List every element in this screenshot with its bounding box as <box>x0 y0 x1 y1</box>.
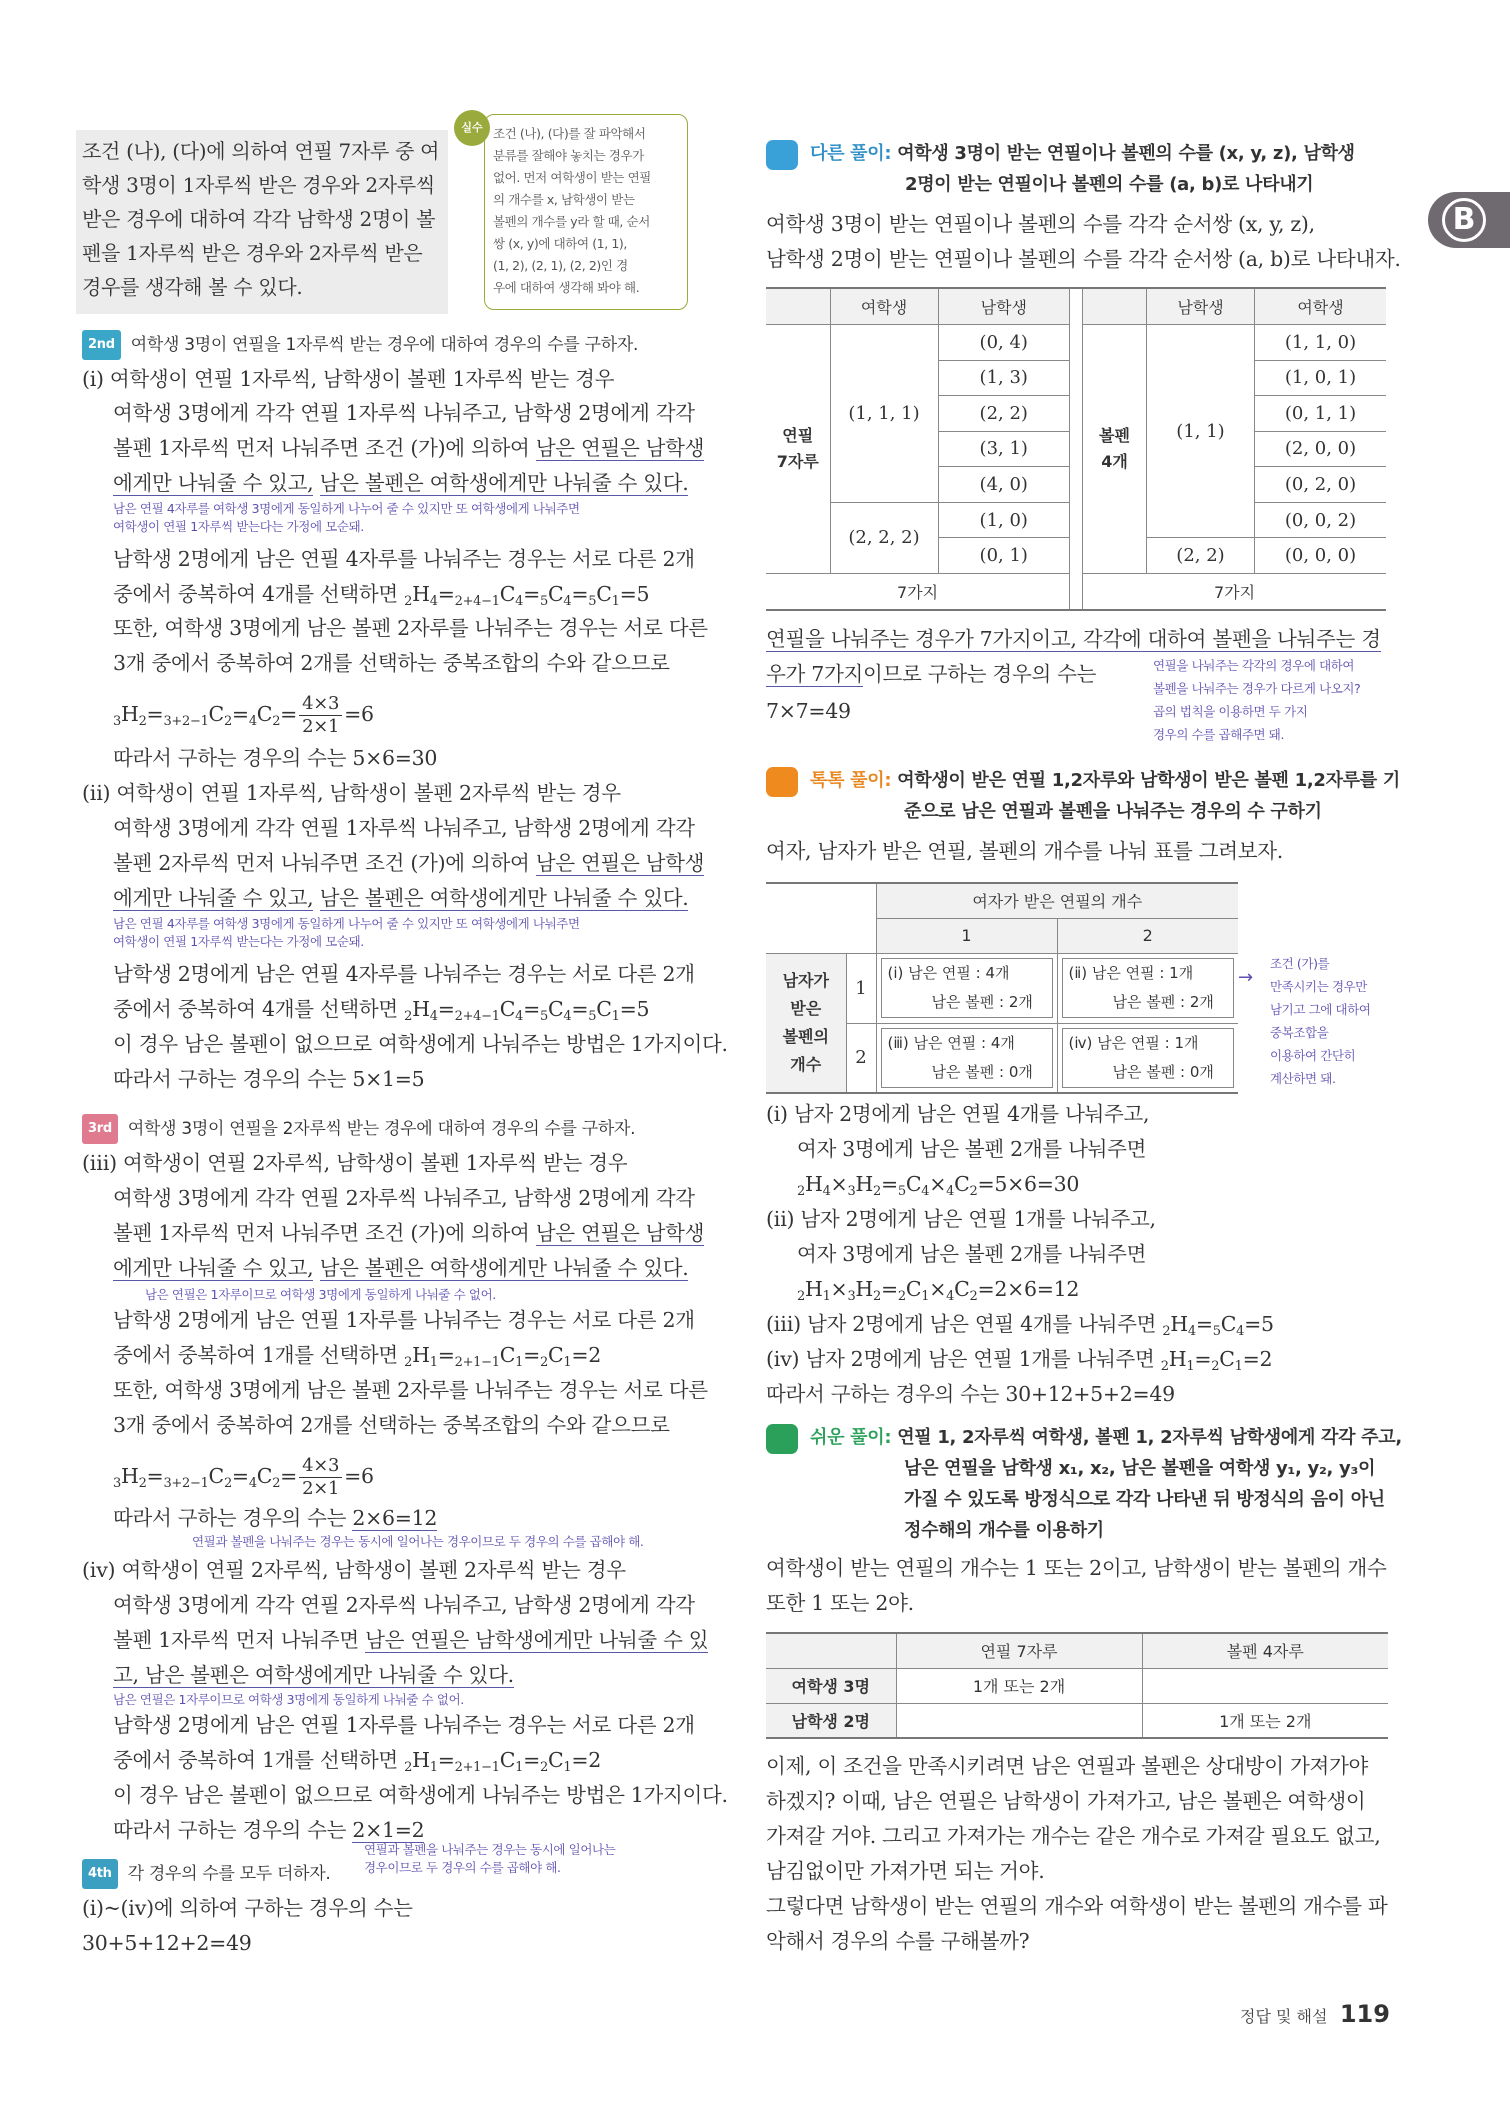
row-label: 남자가 <box>782 970 829 990</box>
cell-line: 남은 볼펜 : 2개 <box>1112 993 1214 1011</box>
text-line: 또한, 여학생 3명에게 남은 볼펜 2자루를 나눠주는 경우는 서로 다른 <box>113 1378 708 1402</box>
cell-line: 남은 볼펜 : 2개 <box>931 993 1033 1011</box>
table-cell: (2, 0, 0) <box>1255 431 1387 467</box>
annotation: 연필과 볼펜을 나눠주는 경우는 동시에 일어나는 <box>364 1842 616 1857</box>
table-cell: (3, 1) <box>938 431 1070 467</box>
col-header: 남학생 <box>938 289 1070 325</box>
intro-line: 학생 3명이 1자루씩 받은 경우와 2자루씩 <box>82 173 435 197</box>
col-header: 연필 7자루 <box>896 1633 1142 1668</box>
text-line: 남학생 2명에게 남은 연필 1자루를 나눠주는 경우는 서로 다른 2개 <box>113 1308 695 1332</box>
table-cell: (0, 1) <box>938 538 1070 574</box>
text-line: 따라서 구하는 경우의 수는 2×1=2 <box>113 1818 425 1842</box>
col-header: 여학생 <box>1255 289 1387 325</box>
row-header: 여학생 3명 <box>766 1668 896 1703</box>
step-tag: 4th <box>82 1859 118 1889</box>
case-2-title: (ⅱ) 여학생이 연필 1자루씩, 남학생이 볼펜 2자루씩 받는 경우 <box>82 781 621 805</box>
cell-line: 남은 볼펜 : 0개 <box>931 1062 1033 1081</box>
cell-line: (ⅳ) 남은 연필 : 1개 <box>1068 1033 1199 1052</box>
arrow-icon: → <box>1238 967 1254 988</box>
text-line: 3개 중에서 중복하여 2개를 선택하는 중복조합의 수와 같으므로 <box>113 1413 670 1437</box>
text-line: 여학생 3명에게 각각 연필 2자루씩 나눠주고, 남학생 2명에게 각각 <box>113 1593 695 1617</box>
table-cell: (1, 0) <box>938 502 1070 538</box>
answer-line: 7×7=49 <box>766 699 851 723</box>
intro-line: 경우를 생각해 볼 수 있다. <box>82 275 303 299</box>
table-cell: (1, 3) <box>938 360 1070 396</box>
table-top-header: 여자가 받은 연필의 개수 <box>876 883 1238 918</box>
annotation: 여학생이 연필 1자루씩 받는다는 가정에 모순돼. <box>113 934 364 949</box>
annotation: 남기고 그에 대하여 <box>1270 1002 1371 1017</box>
table-cell: (1, 1) <box>1147 325 1255 538</box>
annotation: 볼펜을 나눠주는 경우가 다르게 나오지? <box>1153 681 1361 696</box>
table-cell: (1, 1, 0) <box>1255 325 1387 361</box>
step-3-heading <box>82 1114 635 1144</box>
formula-line: $2H_1\times 3H_2=_2C_1\times_4C_2=2\times 6=12$ <box>797 1277 1080 1304</box>
text-line: 이제, 이 조건을 만족시키려면 남은 연필과 볼펜은 상대방이 가져가야 <box>766 1754 1369 1778</box>
table-cell: (2, 2) <box>938 396 1070 432</box>
table-cell: (4, 0) <box>938 467 1070 503</box>
row-label: 볼펜 <box>1099 425 1130 445</box>
text-line: 연필을 나눠주는 경우가 7가지이고, 각각에 대하여 볼펜을 나눠주는 경 <box>766 627 1381 651</box>
section-letter: B <box>1442 198 1486 242</box>
table-cell: 1개 또는 2개 <box>1142 1703 1388 1738</box>
intro-box <box>76 130 448 314</box>
tok-solution-heading-2: 준으로 남은 연필과 볼펜을 나눠주는 경우의 수 구하기 <box>904 801 1322 822</box>
text-line: 우가 7가지이므로 구하는 경우의 수는 <box>766 662 1097 686</box>
formula-line: $3H_2=_{3+2-1}C_2=_4C_2=$ $\frac{4\times 3}{2\times 1}$ =6 <box>113 693 374 737</box>
text-line: (ⅰ) 남자 2명에게 남은 연필 4개를 나눠주고, <box>766 1102 1150 1126</box>
row-label: 개수 <box>790 1054 822 1074</box>
row-header: 2 <box>846 1023 876 1093</box>
text-line: 에게만 나눠줄 수 있고, 남은 볼펜은 여학생에게만 나눠줄 수 있다. <box>113 471 689 495</box>
annotation: 경우의 수를 곱해주면 돼. <box>1153 727 1285 742</box>
annotation: 남은 연필 4자루를 여학생 3명에게 동일하게 나누어 줄 수 있지만 또 여학생에게 나눠주면 <box>113 916 580 931</box>
cell-line: (ⅰ) 남은 연필 : 4개 <box>887 964 1010 982</box>
text-line: 고, 남은 볼펜은 여학생에게만 나눠줄 수 있다. <box>113 1663 514 1687</box>
text-line: 남학생 2명이 받는 연필이나 볼펜의 수를 각각 순서쌍 (a, b)로 나타내자. <box>766 247 1401 271</box>
text-line: 볼펜 1자루씩 먼저 나눠주면 조건 (가)에 의하여 남은 연필은 남학생 <box>113 1221 705 1245</box>
step-title: 여학생 3명이 연필을 1자루씩 받는 경우에 대하여 경우의 수를 구하자. <box>130 335 639 355</box>
intro-line: 펜을 1자루씩 받은 경우와 2자루씩 받은 <box>82 241 423 265</box>
cell-line: 남은 볼펜 : 0개 <box>1112 1062 1214 1081</box>
text-line: 여학생 3명에게 각각 연필 2자루씩 나눠주고, 남학생 2명에게 각각 <box>113 1186 695 1210</box>
tip-line: 쌍 (x, y)에 대하여 (1, 1), <box>493 236 627 251</box>
text-line: 악해서 경우의 수를 구해볼까? <box>766 1929 1030 1953</box>
case-4-title: (ⅳ) 여학생이 연필 2자루씩, 남학생이 볼펜 2자루씩 받는 경우 <box>82 1558 626 1582</box>
cell-line: (ⅱ) 남은 연필 : 1개 <box>1068 964 1194 982</box>
annotation: 조건 (가)를 <box>1270 956 1330 971</box>
table-conditions <box>766 1632 1388 1739</box>
annotation: 경우이므로 두 경우의 수를 곱해야 해. <box>364 1860 561 1875</box>
formula-line: 중에서 중복하여 4개를 선택하면 $2H_4=_{2+4-1}C_4=_5C_4=_5C_1=5$ <box>113 582 650 609</box>
text-line: 이 경우 남은 볼펜이 없으므로 여학생에게 나눠주는 방법은 1가지이다. <box>113 1032 728 1056</box>
text-line: 여학생이 받는 연필의 개수는 1 또는 2이고, 남학생이 받는 볼펜의 개수 <box>766 1556 1387 1580</box>
text-line: 이 경우 남은 볼펜이 없으므로 여학생에게 나눠주는 방법은 1가지이다. <box>113 1783 728 1807</box>
text-line: 따라서 구하는 경우의 수는 5×1=5 <box>113 1067 425 1091</box>
tok-solution-heading: 톡톡 풀이: 여학생이 받은 연필 1,2자루와 남학생이 받은 볼펜 1,2자루를 기 <box>810 770 1400 791</box>
annotation: 연필과 볼펜을 나눠주는 경우는 동시에 일어나는 경우이므로 두 경우의 수를 곱해야 해. <box>192 1534 644 1549</box>
text-line: 여자 3명에게 남은 볼펜 2개를 나눠주면 <box>797 1137 1147 1161</box>
tip-line: 의 개수를 x, 남학생이 받는 <box>493 192 635 207</box>
text-line: 따라서 구하는 경우의 수는 5×6=30 <box>113 746 438 770</box>
text-line: 볼펜 1자루씩 먼저 나눠주면 남은 연필은 남학생에게만 나눠줄 수 있 <box>113 1628 709 1652</box>
tip-badge-icon: 실수 <box>454 110 490 146</box>
table-cell: (2, 2) <box>1147 538 1255 574</box>
easy-heading-line: 정수해의 개수를 이용하기 <box>904 1520 1104 1541</box>
col-header: 남학생 <box>1147 289 1255 325</box>
footer-label: 정답 및 해설 <box>1240 2007 1328 2026</box>
text-line: 따라서 구하는 경우의 수는 2×6=12 <box>113 1506 438 1530</box>
row-label: 7자루 <box>776 451 819 471</box>
text-line: (ⅱ) 남자 2명에게 남은 연필 1개를 나눠주고, <box>766 1207 1156 1231</box>
annotation: 남은 연필 4자루를 여학생 3명에게 동일하게 나누어 줄 수 있지만 또 여학생에게 나눠주면 <box>113 501 580 516</box>
tip-line: 분류를 잘해야 놓치는 경우가 <box>493 148 644 163</box>
section-tab <box>1428 192 1510 248</box>
table-cell: (1, 1, 1) <box>830 325 938 503</box>
alt-solution-heading: 다른 풀이: 여학생 3명이 받는 연필이나 볼펜의 수를 (x, y, z), 남학생 <box>810 143 1355 164</box>
text-line: 볼펜 1자루씩 먼저 나눠주면 조건 (가)에 의하여 남은 연필은 남학생 <box>113 436 705 460</box>
annotation: 남은 연필은 1자루이므로 여학생 3명에게 동일하게 나눠줄 수 없어. <box>145 1287 496 1302</box>
col-header: 여학생 <box>830 289 938 325</box>
step-4-heading <box>82 1859 331 1889</box>
tip-line: 없어. 먼저 여학생이 받는 연필 <box>493 170 651 185</box>
col-header: 볼펜 4자루 <box>1142 1633 1388 1668</box>
step-title: 여학생 3명이 연필을 2자루씩 받는 경우에 대하여 경우의 수를 구하자. <box>127 1119 636 1139</box>
row-label: 볼펜의 <box>782 1026 829 1046</box>
step-tag: 2nd <box>82 330 121 360</box>
alt-solution-heading-2: 2명이 받는 연필이나 볼펜의 수를 (a, b)로 나타내기 <box>905 174 1314 195</box>
annotation: 곱의 법칙을 이용하면 두 가지 <box>1153 704 1308 719</box>
formula-line: 중에서 중복하여 1개를 선택하면 $2H_1=_{2+1-1}C_1=_2C_1=2$ <box>113 1343 601 1370</box>
formula-line: (ⅲ) 남자 2명에게 남은 연필 4개를 나눠주면 $2H_4=_5C_4=5$ <box>766 1312 1274 1339</box>
answer-line: 따라서 구하는 경우의 수는 30+12+5+2=49 <box>766 1382 1175 1406</box>
text-line: 남학생 2명에게 남은 연필 4자루를 나눠주는 경우는 서로 다른 2개 <box>113 962 695 986</box>
text-line: 남학생 2명에게 남은 연필 1자루를 나눠주는 경우는 서로 다른 2개 <box>113 1713 695 1737</box>
formula-line: 중에서 중복하여 1개를 선택하면 $2H_1=_{2+1-1}C_1=_2C_1=2$ <box>113 1748 601 1775</box>
tip-line: (1, 2), (2, 1), (2, 2)인 경 <box>493 258 628 273</box>
tip-line: 볼펜의 개수를 y라 할 때, 순서 <box>493 214 650 229</box>
text-line: 에게만 나눠줄 수 있고, 남은 볼펜은 여학생에게만 나눠줄 수 있다. <box>113 886 689 910</box>
text-line: 남학생 2명에게 남은 연필 4자루를 나눠주는 경우는 서로 다른 2개 <box>113 547 695 571</box>
row-header: 남학생 2명 <box>766 1703 896 1738</box>
col-header: 2 <box>1057 918 1238 953</box>
text-line: 3개 중에서 중복하여 2개를 선택하는 중복조합의 수와 같으므로 <box>113 651 670 675</box>
row-label: 4개 <box>1101 451 1128 471</box>
table-cell: (0, 1, 1) <box>1255 396 1387 432</box>
formula-line: $2H_4\times 3H_2=_5C_4\times_4C_2=5\times 6=30$ <box>797 1172 1080 1199</box>
table-cell: (0, 4) <box>938 325 1070 361</box>
step-2-heading <box>82 330 638 360</box>
formula-line: 중에서 중복하여 4개를 선택하면 $2H_4=_{2+4-1}C_4=_5C_4=_5C_1=5$ <box>113 997 650 1024</box>
tip-box <box>484 114 688 310</box>
text-line: 여학생 3명이 받는 연필이나 볼펜의 수를 각각 순서쌍 (x, y, z), <box>766 212 1315 236</box>
page-number: 119 <box>1339 2000 1390 2028</box>
annotation: 만족시키는 경우만 <box>1270 979 1367 994</box>
table-cell: 1개 또는 2개 <box>896 1668 1142 1703</box>
tip-line: 조건 (나), (다)를 잘 파악해서 <box>493 126 646 141</box>
annotation: 계산하면 돼. <box>1270 1071 1336 1086</box>
case-1-title: (ⅰ) 여학생이 연필 1자루씩, 남학생이 볼펜 1자루씩 받는 경우 <box>82 367 615 391</box>
annotation: 연필을 나눠주는 각각의 경우에 대하여 <box>1153 658 1355 673</box>
table-cell: (2, 2, 2) <box>830 502 938 573</box>
text-line: 하겠지? 이때, 남은 연필은 남학생이 가져가고, 남은 볼펜은 여학생이 <box>766 1789 1366 1813</box>
table-cell: (1, 0, 1) <box>1255 360 1387 396</box>
table-pairs <box>766 287 1386 611</box>
table-total: 7가지 <box>766 573 1070 609</box>
row-header: 1 <box>846 953 876 1023</box>
text-line: 그렇다면 남학생이 받는 연필의 개수와 여학생이 받는 볼펜의 개수를 파 <box>766 1894 1388 1918</box>
step-tag: 3rd <box>82 1114 118 1144</box>
annotation: 중복조합을 <box>1270 1025 1329 1040</box>
tip-line: 우에 대하여 생각해 봐야 해. <box>493 280 640 295</box>
text-line: 가져갈 거야. 그리고 가져가는 개수는 같은 개수로 가져갈 필요도 없고, <box>766 1824 1381 1848</box>
table-remaining <box>766 882 1238 1094</box>
row-label: 연필 <box>782 425 814 445</box>
annotation: 여학생이 연필 1자루씩 받는다는 가정에 모순돼. <box>113 519 364 534</box>
formula-line: $3H_2=_{3+2-1}C_2=_4C_2=$ $\frac{4\times 3}{2\times 1}$ =6 <box>113 1455 374 1499</box>
easy-heading-line: 남은 연필을 남학생 x₁, x₂, 남은 볼펜을 여학생 y₁, y₂, y₃이 <box>904 1458 1376 1479</box>
text-line: 여자 3명에게 남은 볼펜 2개를 나눠주면 <box>797 1242 1147 1266</box>
easy-solution-heading: 쉬운 풀이: 연필 1, 2자루씩 여학생, 볼펜 1, 2자루씩 남학생에게 각각 주고, <box>810 1427 1402 1448</box>
formula-line: (ⅳ) 남자 2명에게 남은 연필 1개를 나눠주면 $2H_1=_2C_1=2$ <box>766 1347 1273 1374</box>
text-line: 여학생 3명에게 각각 연필 1자루씩 나눠주고, 남학생 2명에게 각각 <box>113 401 695 425</box>
text-line: 또한 1 또는 2야. <box>766 1591 914 1615</box>
step-title: 각 경우의 수를 모두 더하자. <box>127 1864 331 1884</box>
intro-line: 받은 경우에 대하여 각각 남학생 2명이 볼 <box>82 207 436 231</box>
case-3-title: (ⅲ) 여학생이 연필 2자루씩, 남학생이 볼펜 1자루씩 받는 경우 <box>82 1151 628 1175</box>
row-label: 받은 <box>790 998 822 1018</box>
text-line: 볼펜 2자루씩 먼저 나눠주면 조건 (가)에 의하여 남은 연필은 남학생 <box>113 851 705 875</box>
table-cell: (0, 0, 2) <box>1255 502 1387 538</box>
cell-line: (ⅲ) 남은 연필 : 4개 <box>887 1033 1015 1052</box>
intro-line: 조건 (나), (다)에 의하여 연필 7자루 중 여 <box>82 139 440 163</box>
text-line: 에게만 나눠줄 수 있고, 남은 볼펜은 여학생에게만 나눠줄 수 있다. <box>113 1256 689 1280</box>
col-header: 1 <box>876 918 1057 953</box>
table-cell: (0, 2, 0) <box>1255 467 1387 503</box>
text-line: (ⅰ)~(ⅳ)에 의하여 구하는 경우의 수는 <box>82 1896 413 1920</box>
table-total: 7가지 <box>1083 573 1387 609</box>
table-cell: (0, 0, 0) <box>1255 538 1387 574</box>
text-line: 또한, 여학생 3명에게 남은 볼펜 2자루를 나눠주는 경우는 서로 다른 <box>113 616 708 640</box>
footer <box>1240 2000 1390 2028</box>
alt-solution-icon <box>766 140 798 170</box>
annotation: 남은 연필은 1자루이므로 여학생 3명에게 동일하게 나눠줄 수 없어. <box>113 1692 464 1707</box>
tok-solution-icon <box>766 767 798 797</box>
annotation: 이용하여 간단히 <box>1270 1048 1356 1063</box>
text-line: 여자, 남자가 받은 연필, 볼펜의 개수를 나눠 표를 그려보자. <box>766 839 1283 863</box>
easy-heading-line: 가질 수 있도록 방정식으로 각각 나타낸 뒤 방정식의 음이 아닌 <box>904 1489 1385 1510</box>
easy-solution-icon <box>766 1424 798 1454</box>
text-line: 여학생 3명에게 각각 연필 1자루씩 나눠주고, 남학생 2명에게 각각 <box>113 816 695 840</box>
answer-line: 30+5+12+2=49 <box>82 1931 252 1955</box>
text-line: 남김없이만 가져가면 되는 거야. <box>766 1859 1045 1883</box>
